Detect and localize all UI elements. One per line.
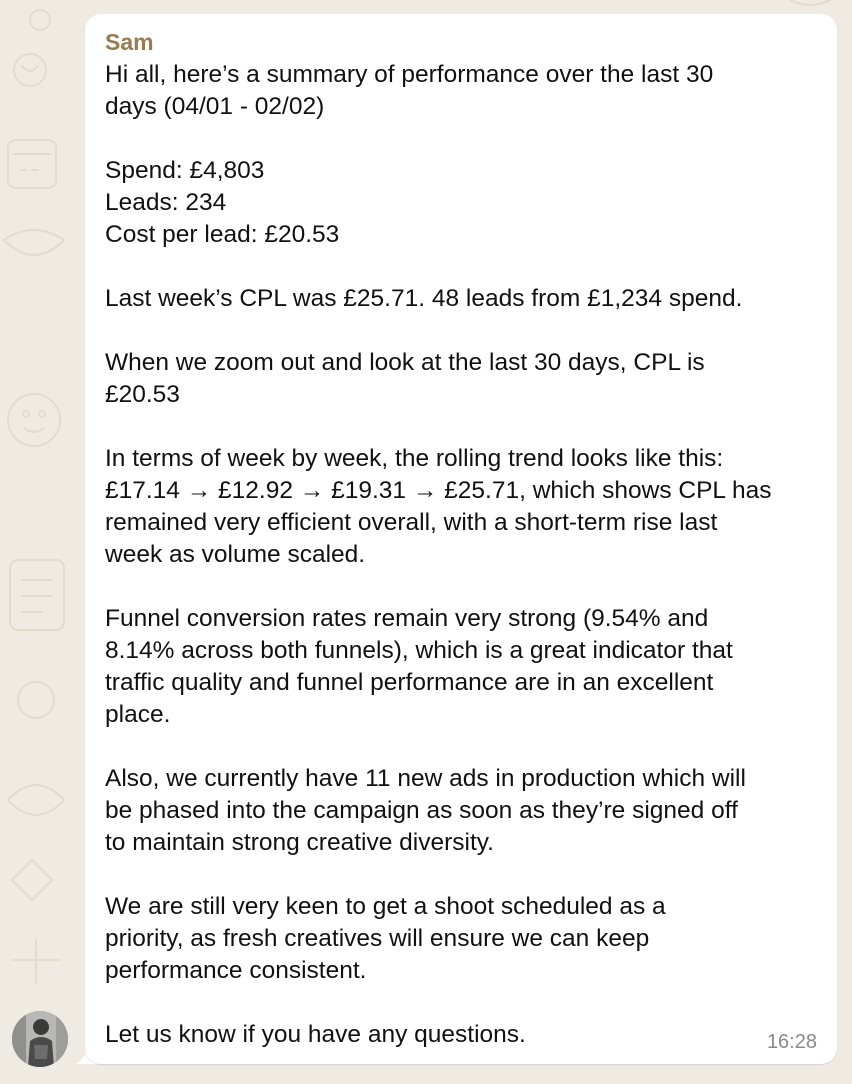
message-paragraph bbox=[105, 283, 823, 315]
message-line: Cost per lead: £20.53 bbox=[105, 221, 340, 248]
message-paragraph bbox=[105, 347, 823, 411]
message-timestamp: 16:28 bbox=[766, 1031, 817, 1053]
message-line: When we zoom out and look at the last 30 days, CPL is bbox=[105, 349, 705, 376]
message-line: Also, we currently have 11 new ads in production which will bbox=[105, 765, 746, 792]
message-line: Leads: 234 bbox=[105, 189, 227, 216]
message-line: 8.14% across both funnels), which is a great indicator that bbox=[105, 637, 733, 664]
message-paragraph bbox=[105, 59, 823, 123]
avatar[interactable] bbox=[12, 1011, 68, 1067]
message-line: performance consistent. bbox=[105, 957, 367, 984]
message-line: be phased into the campaign as soon as they’re signed off bbox=[105, 797, 738, 824]
message-paragraph bbox=[105, 155, 823, 251]
message-line: days (04/01 - 02/02) bbox=[105, 93, 325, 120]
avatar-photo-icon bbox=[12, 1011, 68, 1067]
message-line: In terms of week by week, the rolling trend looks like this: bbox=[105, 445, 724, 472]
message-line: Last week’s CPL was £25.71. 48 leads from £1,234 spend. bbox=[105, 285, 743, 312]
message-line: Let us know if you have any questions. bbox=[105, 1021, 526, 1048]
message-line: Hi all, here’s a summary of performance over the last 30 bbox=[105, 61, 714, 88]
message-line: £20.53 bbox=[105, 381, 180, 408]
message-paragraph bbox=[105, 603, 823, 731]
message-paragraph bbox=[105, 443, 823, 571]
message-bubble[interactable] bbox=[85, 14, 837, 1064]
message-line: to maintain strong creative diversity. bbox=[105, 829, 494, 856]
message-line: We are still very keen to get a shoot scheduled as a bbox=[105, 893, 666, 920]
message-line: £17.14 → £12.92 → £19.31 → £25.71, which shows CPL has bbox=[105, 477, 772, 504]
message-paragraph bbox=[105, 1019, 823, 1051]
message-paragraph bbox=[105, 891, 823, 987]
message-line: place. bbox=[105, 701, 171, 728]
sender-name[interactable]: Sam bbox=[105, 29, 154, 55]
message-paragraph bbox=[105, 763, 823, 859]
message-line: traffic quality and funnel performance are in an excellent bbox=[105, 669, 714, 696]
message-line: Spend: £4,803 bbox=[105, 157, 265, 184]
message-line: priority, as fresh creatives will ensure we can keep bbox=[105, 925, 650, 952]
message-body bbox=[105, 59, 823, 1051]
message-line: remained very efficient overall, with a short-term rise last bbox=[105, 509, 718, 536]
message-line: Funnel conversion rates remain very strong (9.54% and bbox=[105, 605, 709, 632]
message-line: week as volume scaled. bbox=[105, 541, 366, 568]
